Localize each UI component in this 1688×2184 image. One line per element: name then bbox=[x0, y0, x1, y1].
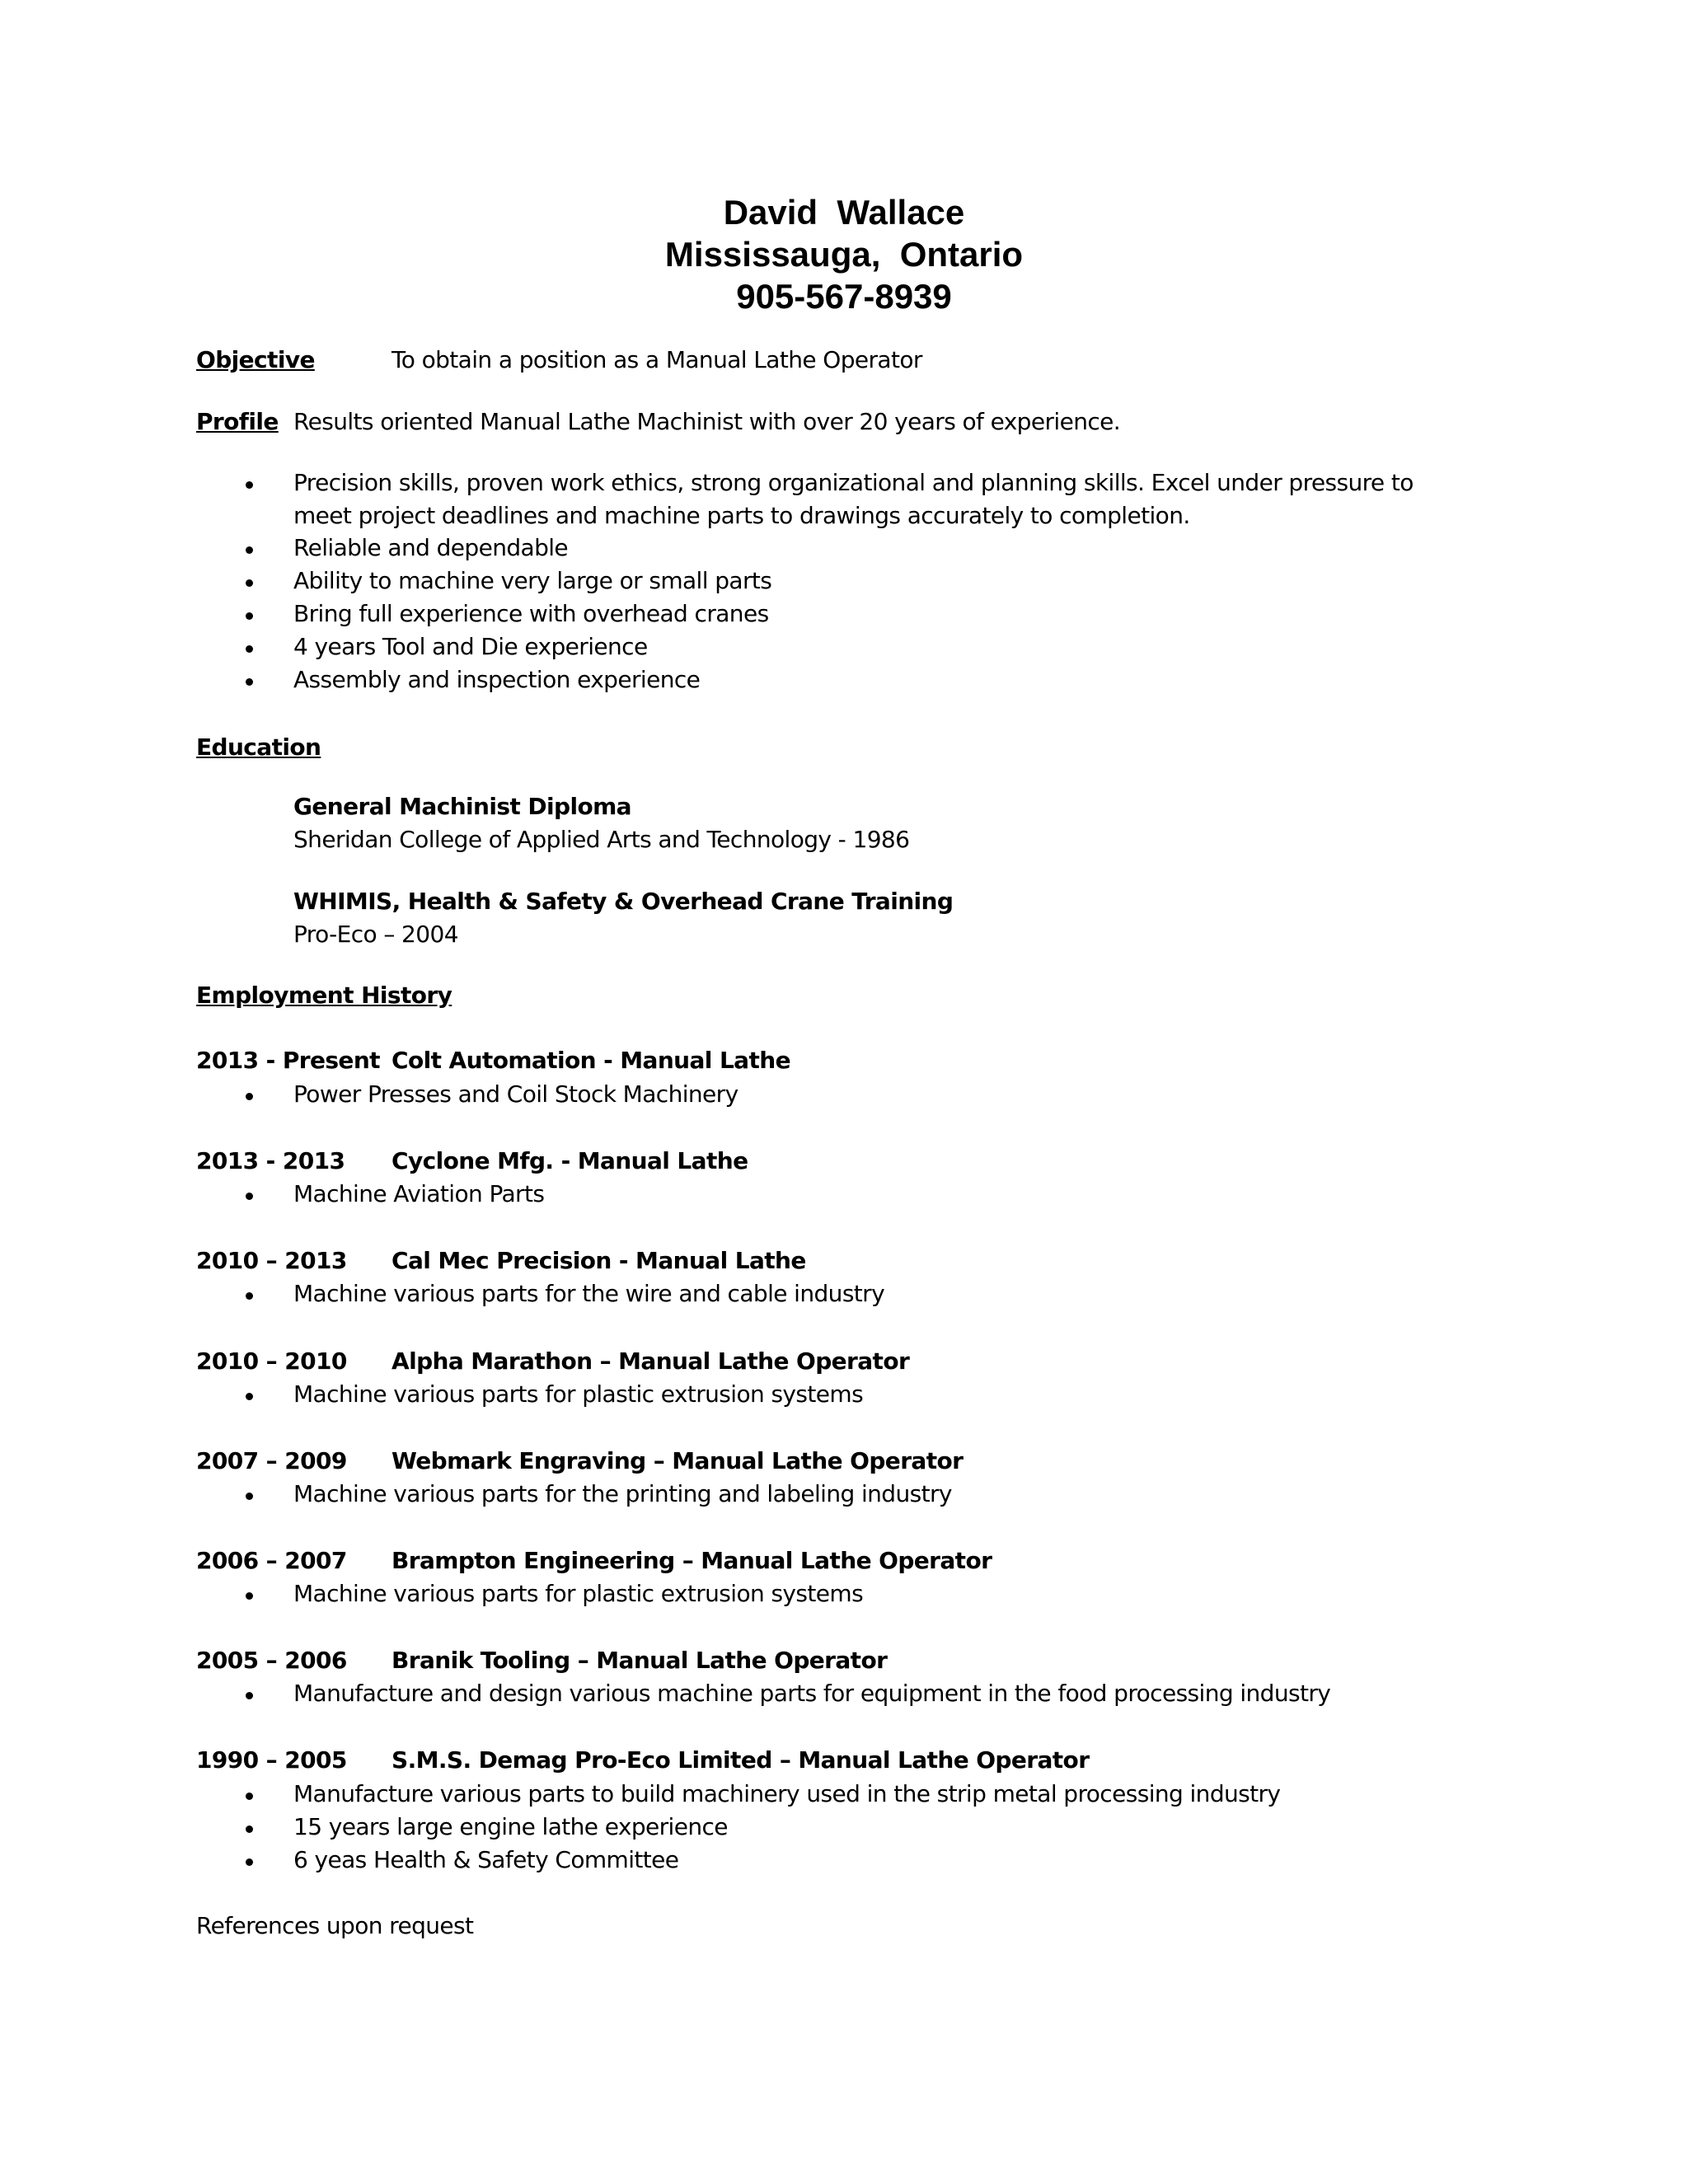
objective-heading: Objective bbox=[196, 346, 315, 373]
profile-text: Results oriented Manual Lathe Machinist with over 20 years of experience. bbox=[293, 408, 1121, 435]
bullet-icon bbox=[246, 1592, 253, 1600]
profile-bullet: Assembly and inspection experience bbox=[293, 666, 701, 693]
job-bullet: 6 yeas Health & Safety Committee bbox=[293, 1846, 679, 1873]
education-title: General Machinist Diploma bbox=[293, 793, 631, 820]
job-bullet: Machine various parts for the wire and cable industry bbox=[293, 1280, 885, 1307]
bullet-icon bbox=[246, 579, 253, 587]
job-bullet: Power Presses and Coil Stock Machinery bbox=[293, 1080, 738, 1108]
job-dates: 2007 – 2009 bbox=[196, 1447, 347, 1474]
job-bullet: Manufacture and design various machine parts for equipment in the food processing industry bbox=[293, 1680, 1331, 1707]
job-bullet: Manufacture various parts to build machinery used in the strip metal processing industry bbox=[293, 1780, 1281, 1807]
references-note: References upon request bbox=[196, 1912, 474, 1939]
bullet-icon bbox=[246, 481, 253, 489]
job-title: Branik Tooling – Manual Lathe Operator bbox=[392, 1647, 888, 1674]
profile-heading: Profile bbox=[196, 408, 279, 435]
job-dates: 2010 – 2013 bbox=[196, 1247, 347, 1274]
bullet-icon bbox=[246, 1858, 253, 1866]
job-title: Colt Automation - Manual Lathe bbox=[392, 1047, 790, 1074]
profile-bullet: Ability to machine very large or small parts bbox=[293, 567, 772, 594]
job-title: Webmark Engraving – Manual Lathe Operator bbox=[392, 1447, 964, 1474]
bullet-icon bbox=[246, 678, 253, 686]
profile-bullet: Reliable and dependable bbox=[293, 534, 569, 561]
job-title: Cal Mec Precision - Manual Lathe bbox=[392, 1247, 806, 1274]
job-dates: 2010 – 2010 bbox=[196, 1347, 347, 1375]
job-bullet: Machine various parts for plastic extrusion systems bbox=[293, 1580, 864, 1607]
bullet-icon bbox=[246, 1093, 253, 1100]
education-heading: Education bbox=[196, 733, 321, 761]
job-dates: 1990 – 2005 bbox=[196, 1746, 347, 1774]
objective-text: To obtain a position as a Manual Lathe Operator bbox=[392, 346, 922, 373]
profile-bullet: Bring full experience with overhead cranes bbox=[293, 600, 769, 627]
job-dates: 2013 - Present bbox=[196, 1047, 380, 1074]
bullet-icon bbox=[246, 1193, 253, 1200]
bullet-icon bbox=[246, 1825, 253, 1833]
job-title: S.M.S. Demag Pro-Eco Limited – Manual Lathe Operator bbox=[392, 1746, 1090, 1774]
candidate-name: David Wallace bbox=[723, 193, 965, 232]
job-dates: 2013 - 2013 bbox=[196, 1147, 345, 1174]
employment-heading: Employment History bbox=[196, 982, 452, 1009]
bullet-icon bbox=[246, 1292, 253, 1300]
profile-bullet-continued: meet project deadlines and machine parts to drawings accurately to completion. bbox=[293, 502, 1190, 529]
bullet-icon bbox=[246, 1793, 253, 1800]
job-title: Brampton Engineering – Manual Lathe Operator bbox=[392, 1547, 992, 1574]
job-bullet: Machine various parts for plastic extrusion systems bbox=[293, 1380, 864, 1408]
bullet-icon bbox=[246, 612, 253, 620]
job-dates: 2005 – 2006 bbox=[196, 1647, 347, 1674]
education-detail: Pro-Eco – 2004 bbox=[293, 921, 458, 948]
bullet-icon bbox=[246, 546, 253, 554]
job-bullet: 15 years large engine lathe experience bbox=[293, 1813, 728, 1840]
job-bullet: Machine Aviation Parts bbox=[293, 1180, 545, 1207]
job-dates: 2006 – 2007 bbox=[196, 1547, 347, 1574]
resume-header bbox=[0, 191, 1688, 317]
bullet-icon bbox=[246, 1692, 253, 1699]
education-detail: Sheridan College of Applied Arts and Technology - 1986 bbox=[293, 826, 910, 853]
profile-bullet: 4 years Tool and Die experience bbox=[293, 633, 648, 660]
profile-bullet: Precision skills, proven work ethics, strong organizational and planning skills. Excel under pressure to bbox=[293, 469, 1414, 496]
job-title: Cyclone Mfg. - Manual Lathe bbox=[392, 1147, 748, 1174]
education-title: WHIMIS, Health & Safety & Overhead Crane Training bbox=[293, 888, 954, 915]
candidate-phone: 905-567-8939 bbox=[736, 277, 952, 316]
candidate-location: Mississauga, Ontario bbox=[664, 235, 1024, 274]
bullet-icon bbox=[246, 645, 253, 653]
bullet-icon bbox=[246, 1393, 253, 1400]
job-bullet: Machine various parts for the printing and labeling industry bbox=[293, 1480, 952, 1507]
bullet-icon bbox=[246, 1493, 253, 1500]
job-title: Alpha Marathon – Manual Lathe Operator bbox=[392, 1347, 910, 1375]
